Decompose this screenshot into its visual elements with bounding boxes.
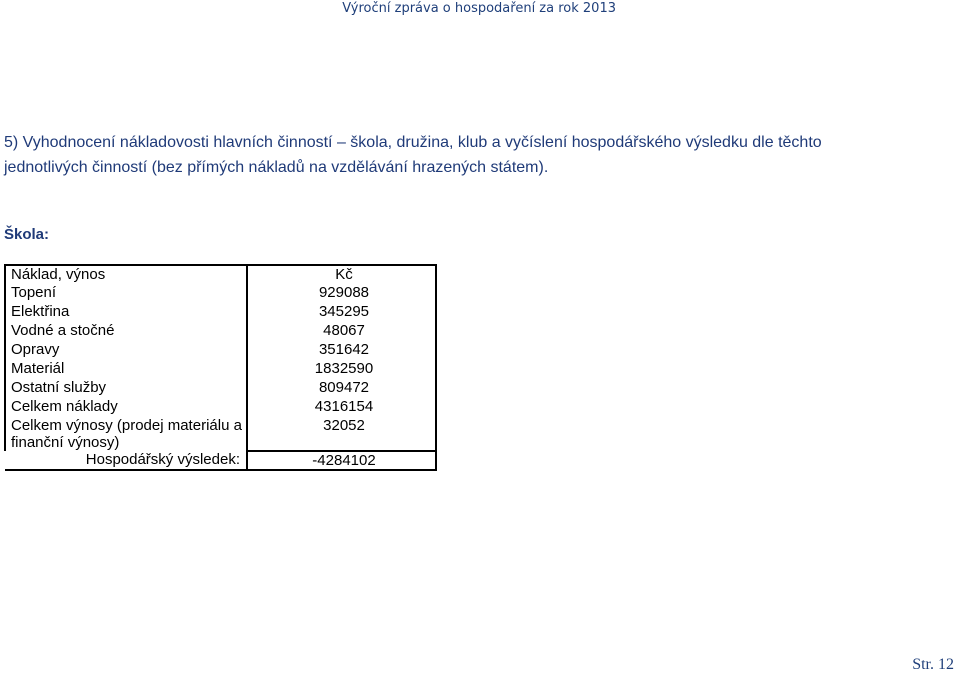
result-label: Hospodářský výsledek: xyxy=(5,451,247,470)
table-row xyxy=(5,303,436,322)
result-row xyxy=(5,451,436,470)
table-header-row xyxy=(5,265,436,284)
row-label: Celkem výnosy (prodej materiálu a finanční výnosy) xyxy=(5,417,247,451)
row-value: 48067 xyxy=(247,322,436,341)
table-row xyxy=(5,398,436,417)
row-label: Celkem náklady xyxy=(5,398,247,417)
cost-table xyxy=(4,264,437,471)
intro-paragraph: 5) Vyhodnocení nákladovosti hlavních činností – škola, družina, klub a vyčíslení hospodářského výsledku dle těchto jednotlivých činností (bez přímých nákladů na vzdělávání hrazených státem). xyxy=(4,134,822,176)
header-label-cell: Náklad, výnos xyxy=(5,265,247,284)
row-label: Topení xyxy=(5,284,247,303)
row-value: 4316154 xyxy=(247,398,436,417)
row-value: 32052 xyxy=(247,417,436,451)
row-value: 351642 xyxy=(247,341,436,360)
row-value: 809472 xyxy=(247,379,436,398)
row-value: 345295 xyxy=(247,303,436,322)
row-label: Opravy xyxy=(5,341,247,360)
table-row xyxy=(5,341,436,360)
row-label: Elektřina xyxy=(5,303,247,322)
header-value-cell: Kč xyxy=(247,265,436,284)
table-row xyxy=(5,360,436,379)
page-number: Str. 12 xyxy=(912,656,954,673)
row-value: 1832590 xyxy=(247,360,436,379)
table-row xyxy=(5,417,436,451)
row-value: 929088 xyxy=(247,284,436,303)
row-label: Materiál xyxy=(5,360,247,379)
table-row xyxy=(5,322,436,341)
table-row xyxy=(5,284,436,303)
section-title: Škola: xyxy=(4,226,50,243)
table-row xyxy=(5,379,436,398)
result-value: -4284102 xyxy=(247,451,436,470)
row-label: Vodné a stočné xyxy=(5,322,247,341)
row-label: Ostatní služby xyxy=(5,379,247,398)
page-header-title: Výroční zpráva o hospodaření za rok 2013 xyxy=(342,1,616,16)
